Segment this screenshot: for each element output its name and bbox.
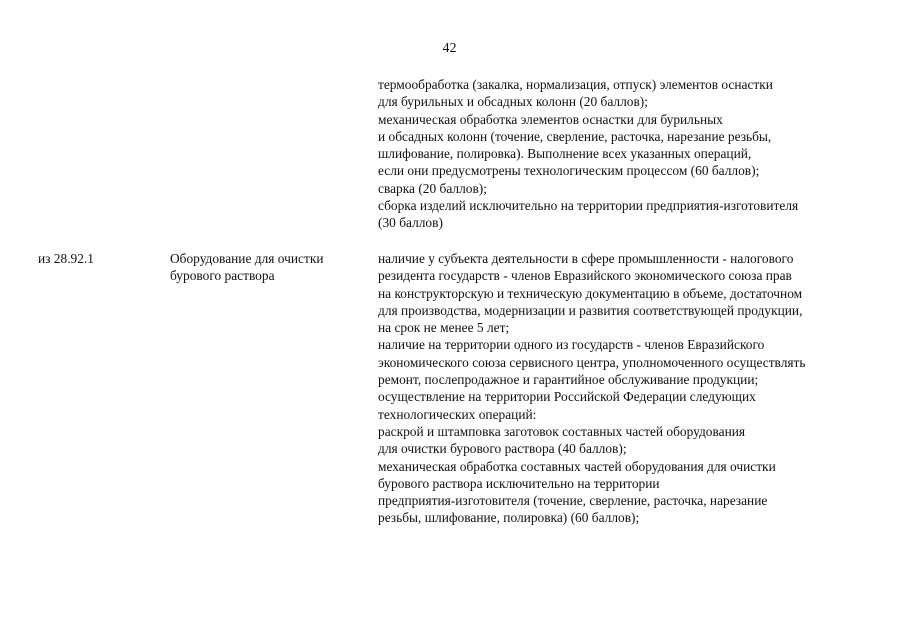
text-line: механическая обработка составных частей оборудования для очистки — [378, 458, 776, 474]
text-line: предприятия-изготовителя (точение, сверление, расточка, нарезание — [378, 493, 768, 509]
text-line: технологических операций: — [378, 406, 537, 422]
text-line: сварка (20 баллов); — [378, 180, 487, 196]
page-number: 42 — [442, 41, 457, 56]
text-line: Оборудование для очистки — [170, 251, 324, 266]
continued-requirements — [378, 76, 798, 232]
text-line: шлифование, полировка). Выполнение всех указанных операций, — [378, 146, 752, 162]
text-line: бурового раствора исключительно на территории — [378, 475, 660, 491]
text-line: механическая обработка элементов оснастки для бурильных — [378, 111, 723, 127]
text-line: для бурильных и обсадных колонн (20 баллов); — [378, 94, 648, 110]
text-line: (30 баллов) — [378, 215, 443, 231]
text-line: осуществление на территории Российской Федерации следующих — [378, 389, 756, 405]
text-line: и обсадных колонн (точение, сверление, расточка, нарезание резьбы, — [378, 128, 772, 144]
product-code: из 28.92.1 — [38, 251, 94, 266]
text-line: для производства, модернизации и развития соответствующей продукции, — [378, 302, 803, 318]
text-line: термообработка (закалка, нормализация, отпуск) элементов оснастки — [378, 77, 773, 92]
text-line: для очистки бурового раствора (40 баллов); — [378, 441, 627, 457]
text-line: на срок не менее 5 лет; — [378, 320, 510, 336]
product-name — [170, 250, 324, 285]
text-line: резьбы, шлифование, полировка) (60 баллов); — [378, 510, 640, 526]
text-line: наличие у субъекта деятельности в сфере промышленности - налогового — [378, 251, 794, 266]
text-line: сборка изделий исключительно на территории предприятия-изготовителя — [378, 198, 799, 214]
text-line: бурового раствора — [170, 268, 275, 284]
product-requirements — [378, 250, 806, 527]
text-line: резидента государств - членов Евразийского экономического союза прав — [378, 268, 792, 284]
text-line: если они предусмотрены технологическим процессом (60 баллов); — [378, 163, 760, 179]
text-line: на конструкторскую и техническую документацию в объеме, достаточном — [378, 285, 803, 301]
text-line: экономического союза сервисного центра, уполномоченного осуществлять — [378, 354, 806, 370]
text-line: раскрой и штамповка заготовок составных частей оборудования — [378, 423, 746, 439]
text-line: наличие на территории одного из государств - членов Евразийского — [378, 337, 765, 353]
text-line: ремонт, послепродажное и гарантийное обслуживание продукции; — [378, 372, 759, 388]
